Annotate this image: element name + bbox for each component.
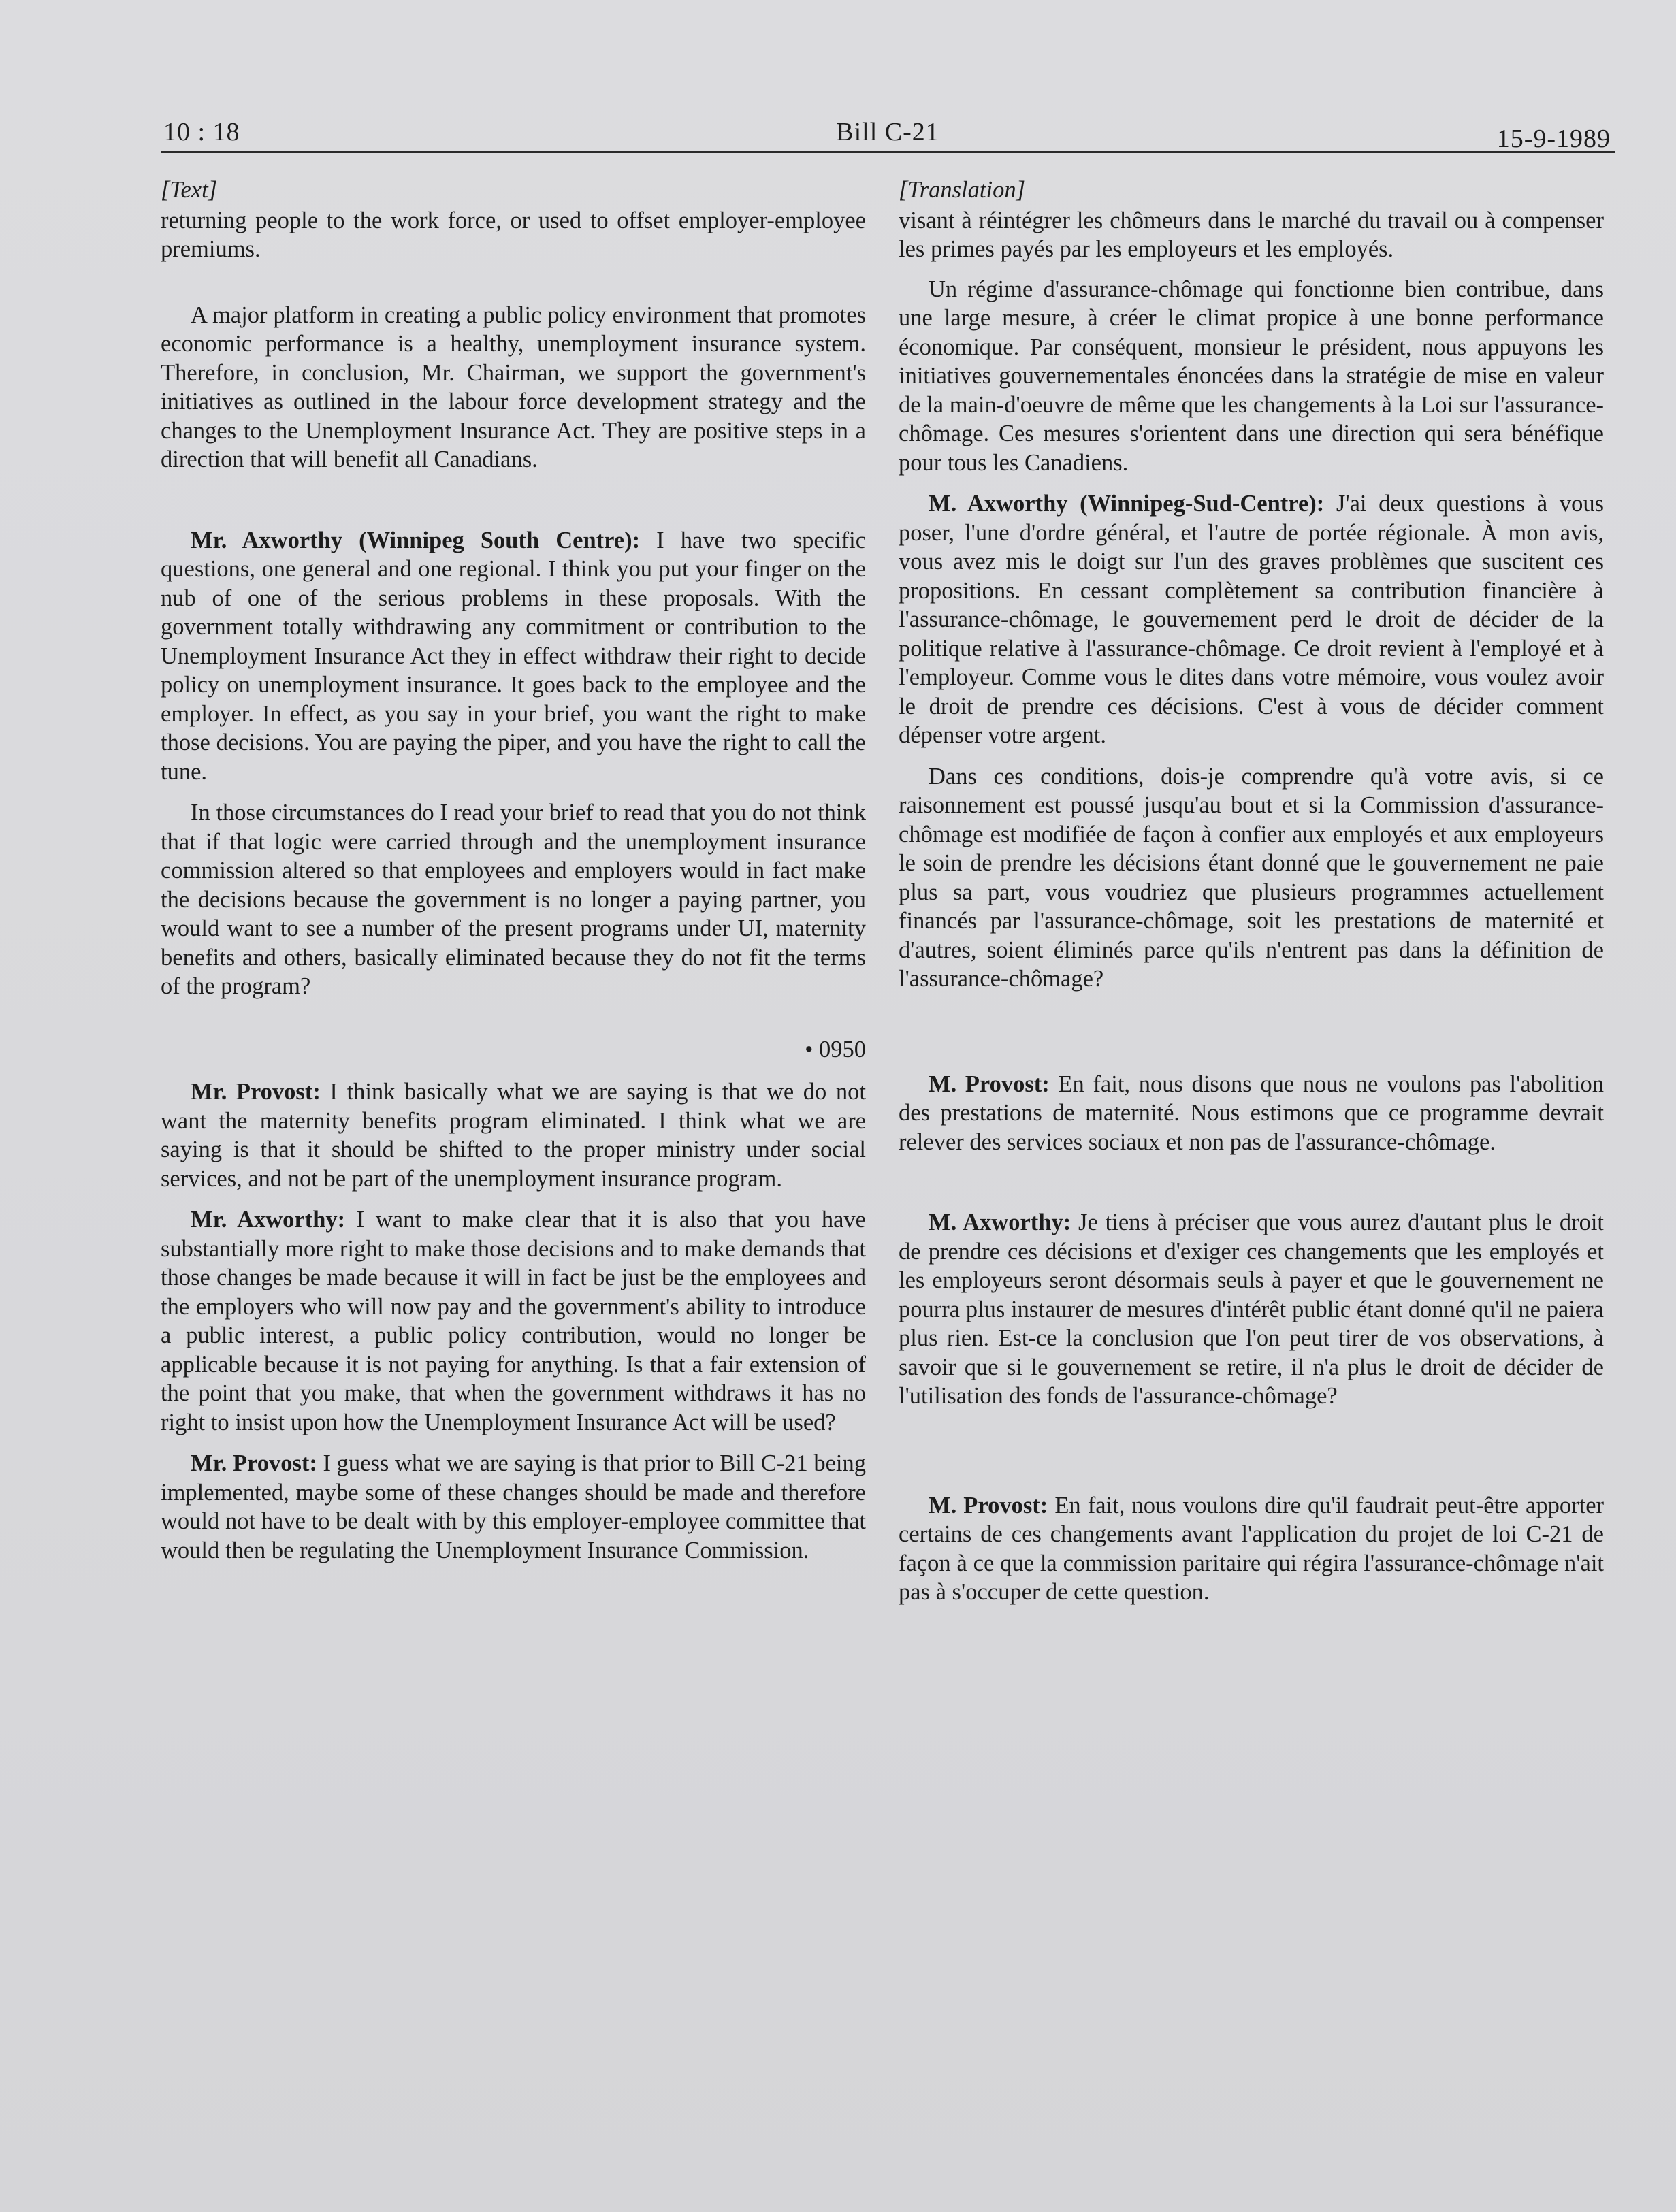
speech-paragraph: [899, 1208, 1604, 1411]
paragraph: In those circumstances do I read your brief to read that you do not think that if that logic were carried through and the unemployment insurance commission altered so that employees and employers would in fact make the decisions because the government is no longer a paying partner, you would want to see a number of the present programs under UI, maternity benefits and others, basically eliminated because they do not fit the terms of the program?: [161, 800, 866, 999]
speaker-name: M. Axworthy:: [929, 1209, 1071, 1235]
speech-text: J'ai deux questions à vous poser, l'une d'ordre général, et l'autre de portée régionale. À mon avis, vous avez mis le doigt sur l'un des graves problèmes que suscitent ces propositions. En cessant complètement sa contribution financière à l'assurance-chômage, le gouvernement perd le droit de décider de la politique relative à l'assurance-chômage. Ce droit revient à l'employé et à l'employeur. Comme vous le dites dans votre mémoire, vous voulez avoir le droit de prendre ces décisions. C'est à vous de décider comment dépenser votre argent.: [899, 491, 1604, 748]
header-date: 15-9-1989: [1496, 125, 1611, 153]
paragraph: visant à réintégrer les chômeurs dans le marché du travail ou à compenser les primes payés par les employeurs et les employés.: [899, 207, 1604, 262]
page-header: [161, 109, 1615, 153]
speech-paragraph: [161, 1449, 866, 1565]
speech-text: En fait, nous voulons dire qu'il faudrait peut-être apporter certains de ces changements avant l'application du projet de loi C-21 de façon à ce que la commission paritaire qui régira l'assurance-chômage n'ait pas à s'occuper de cette question.: [899, 1492, 1604, 1605]
speech-text: I think basically what we are saying is that we do not want the maternity benefits program eliminated. I think what we are saying is that it should be shifted to the proper ministry under social services, and not be part of the unemployment insurance program.: [161, 1079, 866, 1192]
speaker-name: Mr. Axworthy:: [191, 1207, 346, 1233]
speech-paragraph: [161, 1205, 866, 1437]
english-column: [161, 176, 866, 1565]
time-marker: • 0950: [805, 1036, 866, 1062]
speech-text: I guess what we are saying is that prior to Bill C-21 being implemented, maybe some of these changes should be made and therefore would not have to be dealt with by this employer-employee committee that would then be regulating the Unemployment Insurance Commission.: [161, 1450, 866, 1563]
speech-text: Je tiens à préciser que vous aurez d'autant plus le droit de prendre ces décisions et d'exiger ces changements que les employés et les employeurs seront désormais seuls à payer et que le gouvernement ne pourra plus instaurer de mesures d'intérêt public étant donné qu'il ne paiera plus rien. Est-ce la conclusion que l'on peut tirer de vos observations, à savoir que si le gouvernement se retire, il n'a plus le droit de décider de l'utilisation des fonds de l'assurance-chômage?: [899, 1209, 1604, 1409]
speech-paragraph: [161, 526, 866, 787]
speech-text: En fait, nous disons que nous ne voulons pas l'abolition des prestations de maternité. Nous estimons que ce programme devrait relever des services sociaux et non pas de l'assurance-chômage.: [899, 1071, 1604, 1155]
translation-label: [Translation]: [899, 177, 1025, 203]
text-label: [Text]: [161, 177, 218, 203]
speech-paragraph: [899, 1491, 1604, 1607]
paragraph: A major platform in creating a public policy environment that promotes economic performance is a healthy, unemployment insurance system. Therefore, in conclusion, Mr. Chairman, we support the government's initiatives as outlined in the labour force development strategy and the changes to the Unemployment Insurance Act. They are positive steps in a direction that will benefit all Canadians.: [161, 302, 866, 472]
speaker-name: Mr. Axworthy (Winnipeg South Centre):: [191, 527, 641, 553]
french-column: [899, 176, 1604, 1607]
speech-text: I want to make clear that it is also that you have substantially more right to make those decisions and to make demands that those changes be made because it will in fact be just be the employees and the employers who will now pay and the government's ability to introduce a public interest, a public policy contribution, would no longer be applicable because it is not paying for anything. Is that a fair extension of the point that you make, that when the government withdraws it has no right to insist upon how the Unemployment Insurance Act will be used?: [161, 1207, 866, 1435]
page-reference: 10 : 18: [163, 118, 240, 146]
paragraph: Dans ces conditions, dois-je comprendre qu'à votre avis, si ce raisonnement est poussé jusqu'au bout et si la Commission d'assurance-chômage est modifiée de façon à confier aux employés et aux employeurs le soin de prendre les décisions étant donné que le gouvernement ne paie plus sa part, vous voudriez que plusieurs programmes actuellement financés par l'assurance-chômage, soit les prestations de maternité et d'autres, soient éliminés parce qu'ils n'entrent pas dans la définition de l'assurance-chômage?: [899, 763, 1604, 992]
speech-paragraph: [161, 1077, 866, 1193]
paragraph: returning people to the work force, or used to offset employer-employee premiums.: [161, 207, 866, 262]
speaker-name: M. Provost:: [929, 1492, 1048, 1518]
speaker-name: Mr. Provost:: [191, 1450, 317, 1476]
bill-title: Bill C-21: [836, 118, 939, 146]
speaker-name: M. Provost:: [929, 1071, 1050, 1097]
paragraph: Un régime d'assurance-chômage qui fonctionne bien contribue, dans une large mesure, à créer le climat propice à une bonne performance économique. Par conséquent, monsieur le président, nous appuyons les initiatives gouvernementales énoncées dans la stratégie de mise en valeur de la main-d'oeuvre de même que les changements à la Loi sur l'assurance-chômage. Ces mesures s'orientent dans une direction qui sera bénéfique pour tous les Canadiens.: [899, 276, 1604, 476]
speaker-name: Mr. Provost:: [191, 1079, 321, 1105]
speech-text: I have two specific questions, one general and one regional. I think you put your finger on the nub of one of the serious problems in these proposals. With the government totally withdrawing any commitment or contribution to the Unemployment Insurance Act they in effect withdraw their right to decide policy on unemployment insurance. It goes back to the employee and the employer. In effect, as you say in your brief, you want the right to make those decisions. You are paying the piper, and you have the right to call the tune.: [161, 527, 867, 785]
speaker-name: M. Axworthy (Winnipeg-Sud-Centre):: [929, 491, 1325, 517]
speech-paragraph: [899, 489, 1604, 750]
speech-paragraph: [899, 1070, 1604, 1157]
